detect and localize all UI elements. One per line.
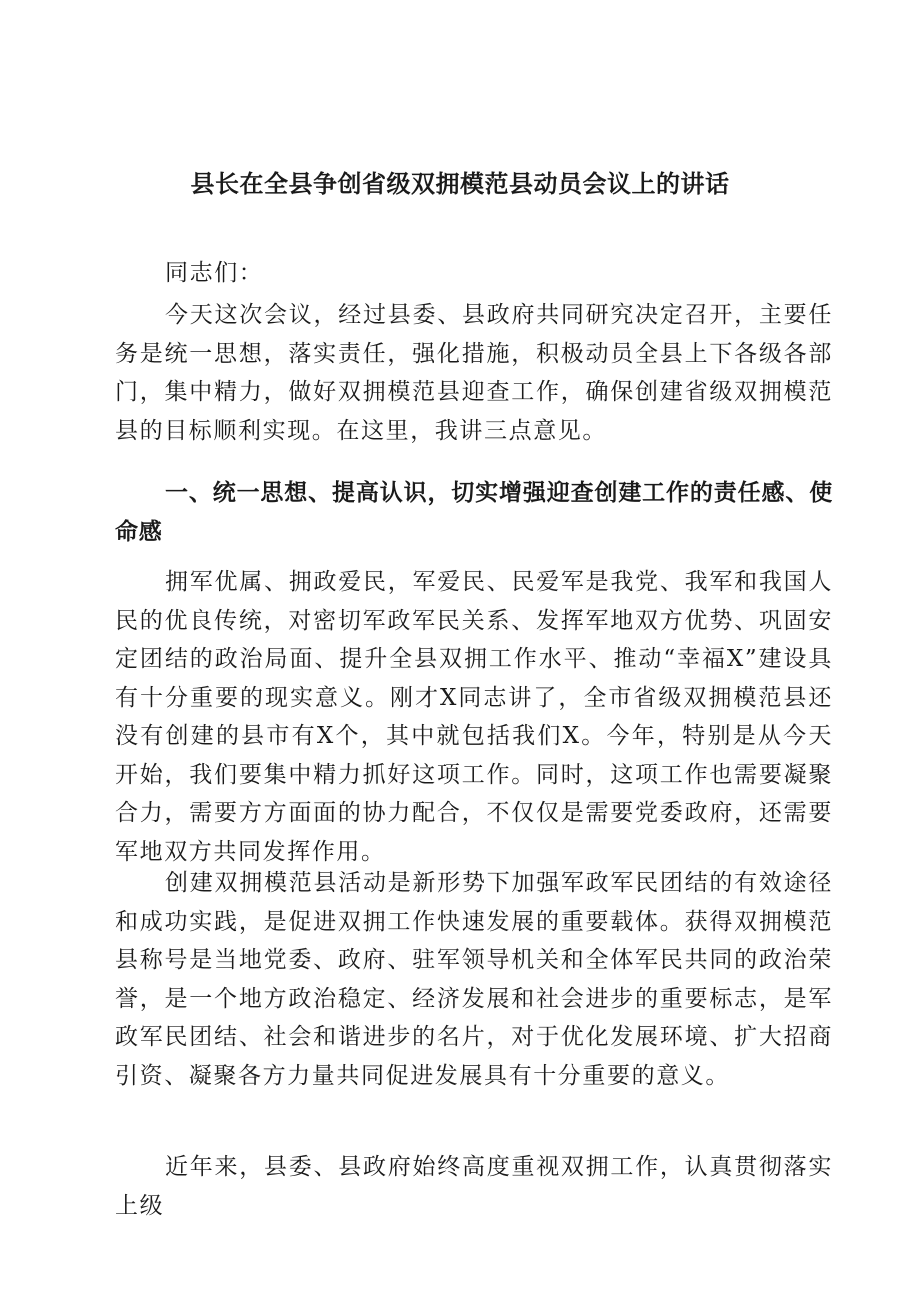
paragraph-3: 近年来，县委、县政府始终高度重视双拥工作，认真贯彻落实上级 <box>115 1154 833 1219</box>
paragraph-1: 拥军优属、拥政爱民，军爱民、民爱军是我党、我军和我国人民的优良传统，对密切军政军民关系、发挥军地双方优势、巩固安定团结的政治局面、提升全县双拥工作水平、推动“幸福X”建设具有十分重要的现实意义。刚才X同志讲了，全市省级双拥模范县还没有创建的县市有X个，其中就包括我们X。今年，特别是从今天开始，我们要集中精力抓好这项工作。同时，这项工作也需要凝聚合力，需要方方面面的协力配合，不仅仅是需要党委政府，还需要军地双方共同发挥作用。 <box>115 569 833 865</box>
paragraph-intro: 今天这次会议，经过县委、县政府共同研究决定召开，主要任务是统一思想，落实责任，强化措施，积极动员全县上下各级各部门，集中精力，做好双拥模范县迎查工作，确保创建省级双拥模范县的目标顺利实现。在这里，我讲三点意见。 <box>115 302 833 444</box>
document-title: 县长在全县争创省级双拥模范县动员会议上的讲话 <box>190 170 730 198</box>
paragraph-2: 创建双拥模范县活动是新形势下加强军政军民团结的有效途径和成功实践，是促进双拥工作快速发展的重要载体。获得双拥模范县称号是当地党委、政府、驻军领导机关和全体军民共同的政治荣誉，是一个地方政治稳定、经济发展和社会进步的重要标志，是军政军民团结、社会和谐进步的名片，对于优化发展环境、扩大招商引资、凝聚各方力量共同促进发展具有十分重要的意义。 <box>115 870 833 1089</box>
section-heading-1: 一、统一思想、提高认识，切实增强迎查创建工作的责任感、使命感 <box>115 480 833 545</box>
salutation: 同志们： <box>165 260 264 286</box>
